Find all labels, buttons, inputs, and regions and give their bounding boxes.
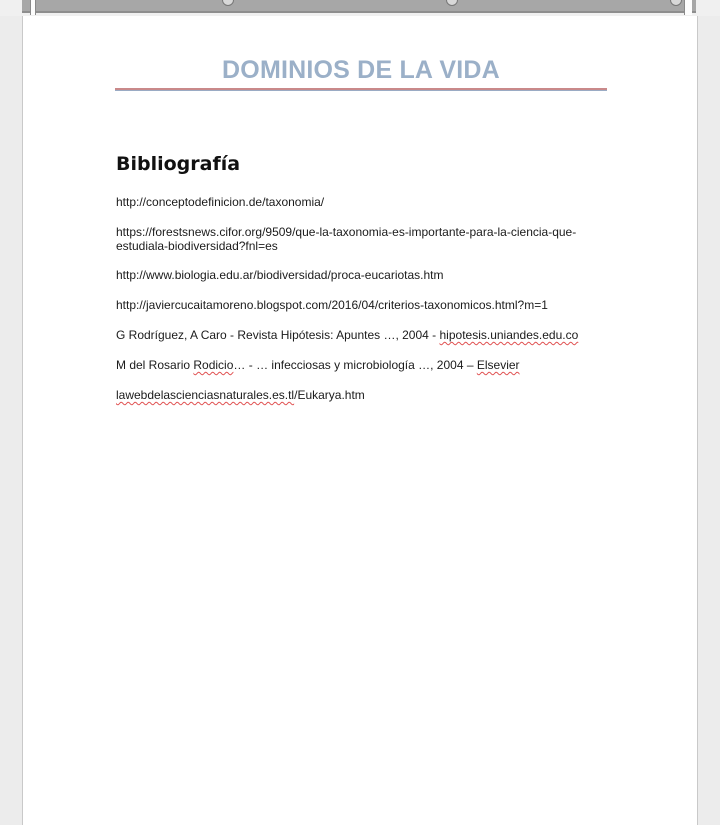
tab-stop-marker-icon[interactable] bbox=[446, 0, 458, 6]
reference-text: /Eukarya.htm bbox=[294, 388, 365, 402]
reference-text: … - … infecciosas y microbiología …, 2004 – bbox=[233, 358, 477, 372]
bibliography-entry[interactable] bbox=[116, 388, 606, 402]
right-indent-marker-icon[interactable] bbox=[670, 0, 682, 6]
spellcheck-flagged-text[interactable]: Rodicio bbox=[193, 358, 234, 372]
bibliography-entry[interactable] bbox=[116, 298, 606, 312]
left-indent-marker-icon[interactable] bbox=[222, 0, 234, 6]
ruler-left-margin-handle[interactable] bbox=[30, 0, 36, 15]
reference-text: G Rodríguez, A Caro - Revista Hipótesis: Apuntes …, 2004 - bbox=[116, 328, 440, 342]
reference-text: https://forestsnews.cifor.org/9509/que-la-taxonomia-es-importante-para-la-ciencia-que-estudiala-biodiversidad?fnl=es bbox=[116, 225, 577, 253]
ruler-bar bbox=[0, 0, 720, 16]
reference-text: http://conceptodefinicion.de/taxonomia/ bbox=[116, 195, 325, 209]
document-title[interactable]: DOMINIOS DE LA VIDA bbox=[222, 56, 500, 84]
bibliography-entry[interactable] bbox=[116, 225, 606, 253]
ruler-right-margin-handle[interactable] bbox=[684, 0, 692, 15]
bibliography-heading[interactable]: Bibliografía bbox=[116, 153, 241, 175]
horizontal-ruler[interactable] bbox=[22, 0, 696, 13]
reference-text: http://javiercucaitamoreno.blogspot.com/2016/04/criterios-taxonomicos.html?m=1 bbox=[116, 298, 548, 312]
bibliography-entry[interactable] bbox=[116, 195, 606, 209]
document-header bbox=[115, 54, 607, 94]
reference-text: M del Rosario bbox=[116, 358, 194, 372]
bibliography-entry[interactable] bbox=[116, 358, 606, 372]
spellcheck-flagged-text[interactable]: lawebdelascienciasnaturales.es.tl bbox=[116, 388, 295, 402]
bibliography-entry[interactable] bbox=[116, 268, 606, 282]
document-page[interactable] bbox=[22, 16, 698, 825]
title-underline-divider bbox=[115, 88, 607, 91]
spellcheck-flagged-text[interactable]: Elsevier bbox=[476, 358, 520, 372]
bibliography-entry[interactable] bbox=[116, 328, 606, 342]
spellcheck-flagged-text[interactable]: hipotesis.uniandes.edu.co bbox=[439, 328, 579, 342]
reference-text: http://www.biologia.edu.ar/biodiversidad/proca-eucariotas.htm bbox=[116, 268, 444, 282]
